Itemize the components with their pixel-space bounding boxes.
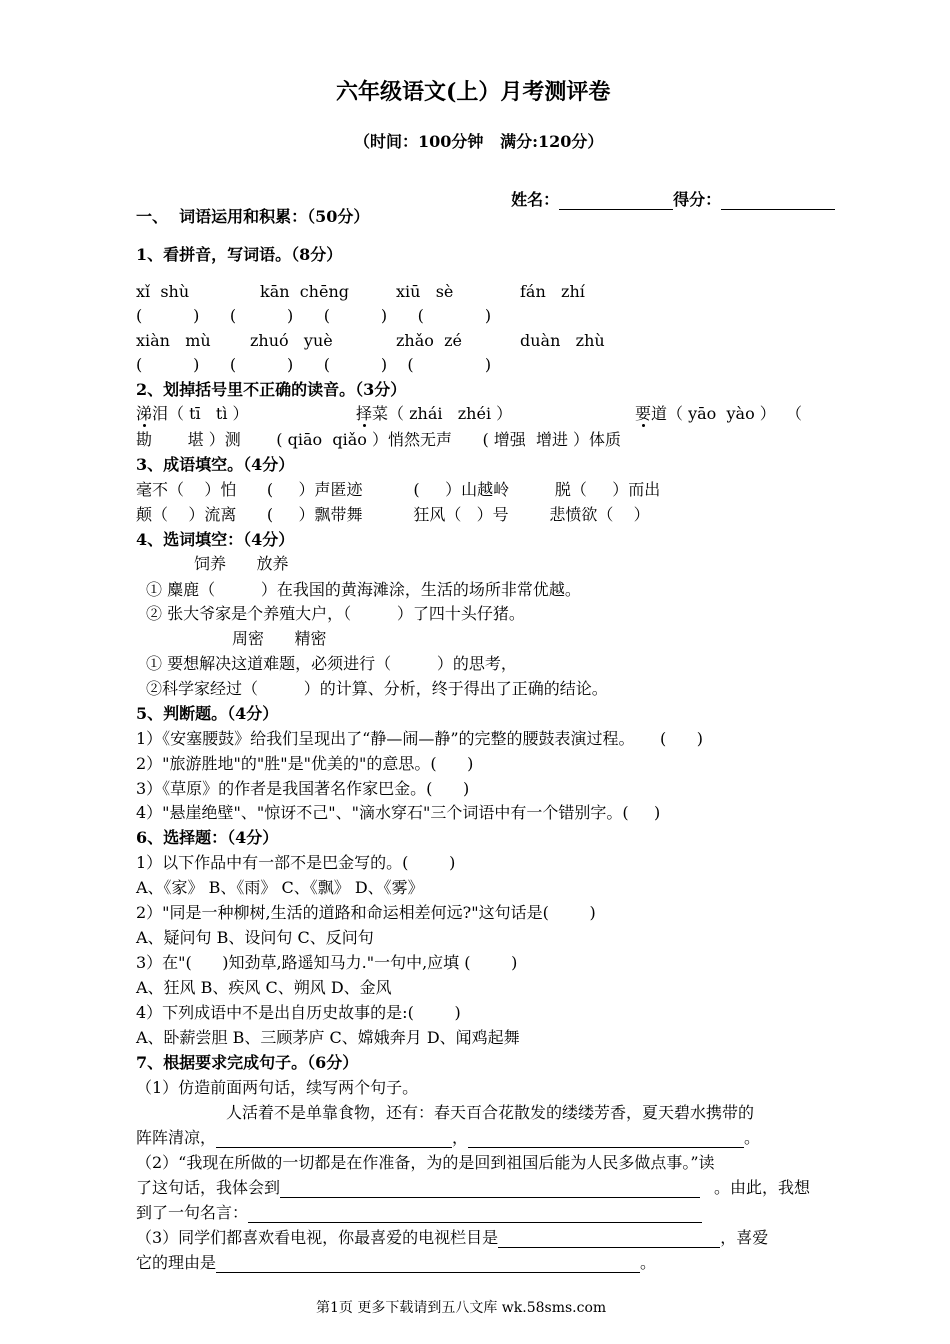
question-heading: 6、选择题：（4分）: [136, 828, 279, 847]
choice-options: A、《家》 B、《雨》 C、《飘》 D、《雾》: [136, 878, 424, 897]
pinyin: xiàn mù: [136, 331, 211, 350]
pinyin: zhǎo zé: [396, 331, 462, 350]
marked-char: 涕: [136, 404, 153, 423]
answer-blank[interactable]: [248, 1206, 702, 1223]
answer-line: 阵阵清凉， ， 。: [136, 1128, 761, 1147]
choice-options: A、卧薪尝胆 B、三顾茅庐 C、嫦娥奔月 D、闻鸡起舞: [136, 1028, 520, 1047]
fill-sentence[interactable]: ① 麋鹿（ ）在我国的黄海滩涂，生活的场所非常优越。: [146, 580, 581, 599]
answer-line: （3）同学们都喜欢看电视，你最喜爱的电视栏目是 ，喜爱: [136, 1228, 769, 1247]
judge-item[interactable]: 4）"悬崖绝壁"、"惊讶不己"、"滴水穿石"三个词语中有一个错别字。( ): [136, 803, 661, 822]
answer-brackets[interactable]: ( ) ( ) ( ) ( ): [136, 355, 492, 374]
answer-line: 了这句话，我体会到 。由此，我想: [136, 1178, 811, 1197]
answer-blank[interactable]: [280, 1181, 700, 1198]
question-heading: 7、根据要求完成句子。（6分）: [136, 1053, 359, 1072]
answer-blank[interactable]: [216, 1256, 640, 1273]
question-heading: 3、成语填空。（4分）: [136, 455, 295, 474]
question-heading: 1、看拼音，写词语。（8分）: [136, 245, 343, 264]
fill-sentence[interactable]: ① 要想解决这道难题，必须进行（ ）的思考，: [146, 654, 517, 673]
judge-item[interactable]: 3）《草原》的作者是我国著名作家巴金。( ): [136, 779, 470, 798]
page-footer: 第1页 更多下载请到五八文库 wk.58sms.com: [316, 1300, 607, 1316]
choice-options: A、狂风 B、疾风 C、朔风 D、金风: [136, 978, 392, 997]
pronunciation-item: 勘 堪 ）测 ( qiāo qiǎo ）悄然无声 ( 增强 增进 ）体质: [136, 430, 622, 449]
fill-sentence[interactable]: ② 张大爷家是个养殖大户，（ ）了四十头仔猪。: [146, 604, 525, 623]
pinyin: fán zhí: [520, 282, 585, 301]
question-heading: 5、判断题。（4分）: [136, 704, 279, 723]
answer-line: 它的理由是 。: [136, 1253, 657, 1272]
question-heading: 4、选词填空：（4分）: [136, 530, 295, 549]
marked-char: 要: [635, 404, 652, 423]
answer-blank[interactable]: [468, 1131, 744, 1148]
score-label: 得分：: [673, 190, 722, 209]
choice-options: A、疑问句 B、设问句 C、反问句: [136, 928, 374, 947]
name-field: [500, 170, 835, 210]
choice-question[interactable]: 3）在"( )知劲草,路遥知马力."一句中,应填 ( ): [136, 953, 518, 972]
section-heading: 一、 词语运用和积累：（50分）: [136, 207, 370, 226]
instruction: （1）仿造前面两句话，续写两个句子。: [136, 1078, 419, 1097]
score-blank[interactable]: [721, 193, 835, 210]
idiom-row[interactable]: 颠（ ）流离 ( ）飘带舞 狂风（ ）号 悲愤欲（ ）: [136, 505, 650, 524]
answer-blank[interactable]: [498, 1231, 720, 1248]
answer-blank[interactable]: [216, 1131, 452, 1148]
exam-subtitle: （时间：100分钟 满分:120分）: [354, 132, 604, 151]
pinyin: xǐ shù: [136, 282, 190, 301]
judge-item[interactable]: 1）《安塞腰鼓》给我们呈现出了“静—闹—静”的完整的腰鼓表演过程。 ( ): [136, 729, 703, 748]
choice-question[interactable]: 1）以下作品中有一部不是巴金写的。( ): [136, 853, 456, 872]
word-choices: 饲养 放养: [194, 554, 289, 573]
pinyin: kān chēng: [260, 282, 349, 301]
pronunciation-item: 涕泪（ tī tì ）: [136, 404, 249, 423]
marked-char: 择: [356, 404, 373, 423]
pronunciation-item: 择菜（ zhái zhéi ）: [356, 404, 513, 423]
pinyin: zhuó yuè: [250, 331, 333, 350]
choice-question[interactable]: 4）下列成语中不是出自历史故事的是:( ): [136, 1003, 461, 1022]
pinyin: duàn zhù: [520, 331, 605, 350]
name-label: 姓名：: [511, 190, 560, 209]
answer-brackets[interactable]: ( ) ( ) ( ) ( ): [136, 306, 492, 325]
prompt-text: （2）“我现在所做的一切都是在作准备，为的是回到祖国后能为人民多做点事。”读: [136, 1153, 715, 1172]
judge-item[interactable]: 2）"旅游胜地"的"胜"是"优美的"的意思。( ): [136, 754, 474, 773]
idiom-row[interactable]: 毫不（ ）怕 ( ）声匿迹 ( ）山越岭 脱（ ）而出: [136, 480, 661, 499]
question-heading: 2、划掉括号里不正确的读音。（3分）: [136, 380, 407, 399]
pronunciation-item: 要道（ yāo yào ） （: [635, 404, 802, 423]
fill-sentence[interactable]: ②科学家经过（ ）的计算、分析，终于得出了正确的结论。: [146, 679, 608, 698]
page-title: 六年级语文(上）月考测评卷: [336, 79, 611, 105]
name-blank[interactable]: [559, 193, 673, 210]
choice-question[interactable]: 2）"同是一种柳树,生活的道路和命运相差何远?"这句话是( ): [136, 903, 596, 922]
word-choices: 周密 精密: [232, 629, 327, 648]
prompt-text: 人活着不是单靠食物，还有：春天百合花散发的缕缕芳香，夏天碧水携带的: [226, 1103, 755, 1122]
pinyin: xiū sè: [396, 282, 454, 301]
answer-line: 到了一句名言：: [136, 1203, 702, 1223]
